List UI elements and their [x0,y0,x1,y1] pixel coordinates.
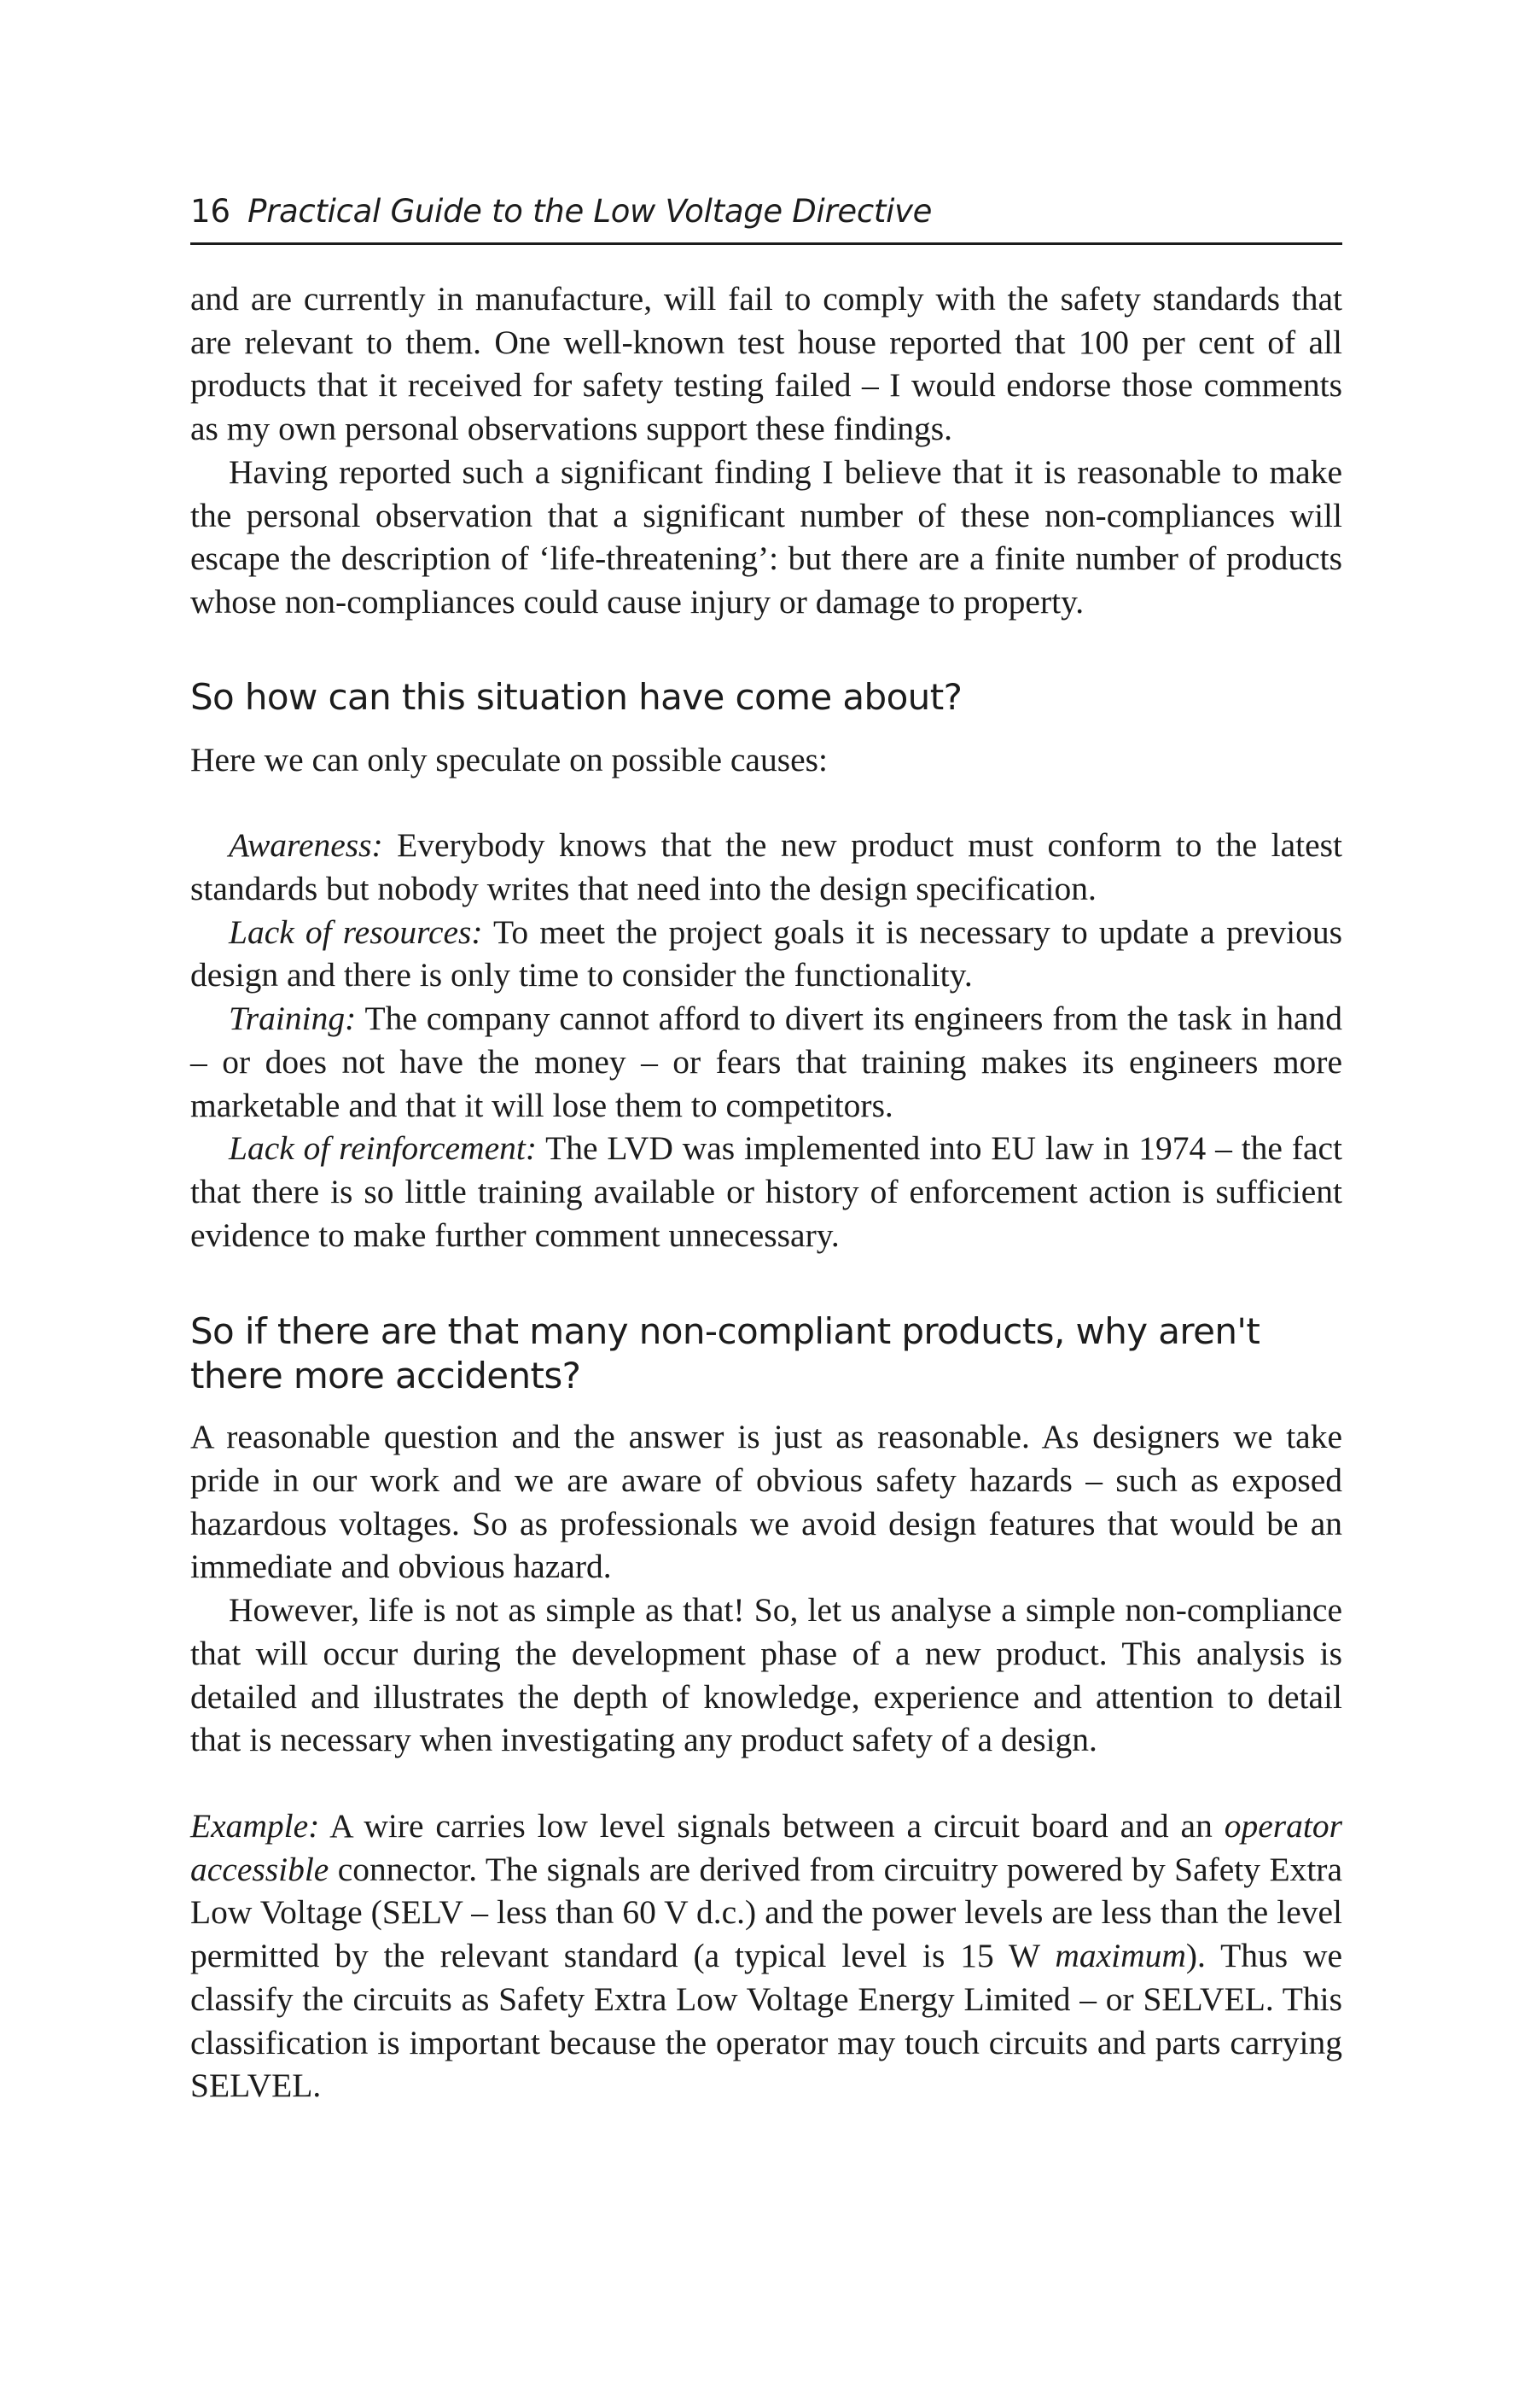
cause-text: To meet the project goals it is necessary to update a previous design and there is only time to consider the functionality. [190,912,1342,994]
example-paragraph [190,1805,1342,2108]
running-header [190,189,1342,234]
header-rule [190,242,1342,245]
example-text: A wire carries low level signals between a circuit board and an [329,1806,1213,1845]
cause-term: Training: [229,1000,357,1038]
cause-item [190,997,1342,1127]
example-text: connector. The signals are derived from circuitry powered by Safety Extra Low Voltage (SELV – less than 60 V d.c.) and the power levels are less than the level permitted by the relevant standard (a typical level is 15 W [190,1850,1342,1975]
paragraph: However, life is not as simple as that! So, let us analyse a simple non-compliance that will occur during the development phase of a new product. This analysis is detailed and illustrates the depth of knowledge, experience and attention to detail that is necessary when investigating any product safety of a design. [190,1591,1342,1759]
example-text: ). Thus we classify the circuits as Safety Extra Low Voltage Energy Limited – or SELVEL. This classification is important because the operator may touch circuits and parts carrying SELVEL. [190,1937,1343,2105]
page-number: 16 [190,193,231,230]
cause-item [190,1127,1342,1256]
paragraph: A reasonable question and the answer is just as reasonable. As designers we take pride in our work and we are aware of obvious safety hazards – such as exposed hazardous voltages. So as professionals we avoid design features that would be an immediate and obvious hazard. [190,1418,1342,1586]
body-text [190,277,1342,2108]
paragraph: Having reported such a significant finding I believe that it is reasonable to make the personal observation that a significant number of these non-compliances will escape the description of ‘life-threatening’: but there are a finite number of products whose non-compliances could cause injury or damage to property. [190,452,1342,621]
paragraph: Here we can only speculate on possible causes: [190,740,828,778]
paragraph: and are currently in manufacture, will fail to comply with the safety standards that are relevant to them. One well-known test house reported that 100 per cent of all products that it received for safety testing failed – I would endorse those comments as my own personal observations support these findings. [190,280,1342,448]
section-heading: So how can this situation have come about? [190,675,963,718]
example-label: Example: [190,1806,320,1845]
cause-term: Lack of reinforcement: [229,1129,537,1168]
cause-item [190,911,1342,997]
cause-item [190,824,1342,910]
cause-text: The company cannot afford to divert its engineers from the task in hand – or does not have the money – or fears that training makes its engineers more marketable and that it will lose them to competitors. [190,1000,1342,1124]
example-term: maximum [1055,1937,1186,1975]
cause-text: The LVD was implemented into EU law in 1974 – the fact that there is so little training available or history of enforcement action is sufficient evidence to make further comment unnecessary. [190,1129,1342,1254]
book-page [190,189,1342,2108]
section-heading: So if there are that many non-compliant products, why aren't there more accidents? [190,1310,1260,1397]
cause-text: Everybody knows that the new product must conform to the latest standards but nobody writes that need into the design specification. [190,826,1343,908]
cause-term: Awareness: [229,826,383,865]
cause-term: Lack of resources: [229,912,483,951]
example-term: operator accessible [190,1806,1342,1888]
book-title: Practical Guide to the Low Voltage Directive [247,193,933,230]
